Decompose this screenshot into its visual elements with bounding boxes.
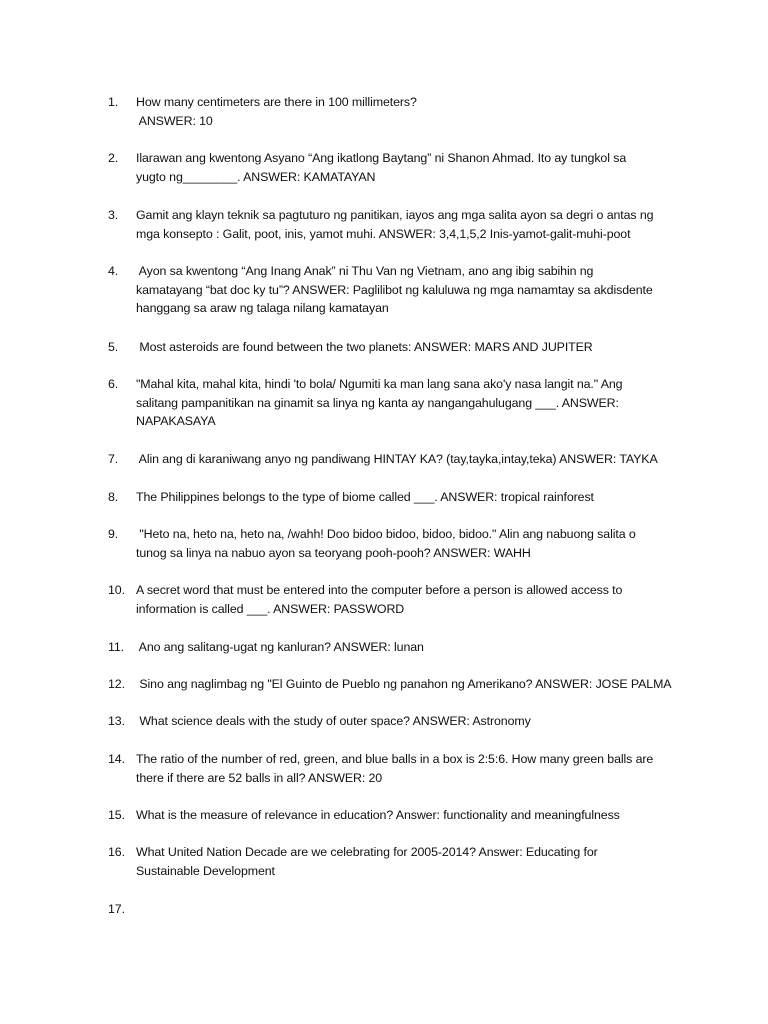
question-item <box>108 149 698 186</box>
question-item <box>108 488 698 507</box>
question-item <box>108 843 698 880</box>
question-line: Ayon sa kwentong “Ang Inang Anak” ni Thu Van ng Vietnam, ano ang ibig sabihin ng <box>136 264 594 278</box>
question-line: "Heto na, heto na, heto na, /wahh! Doo bidoo bidoo, bidoo, bidoo." Alin ang nabuong salita o <box>136 527 636 541</box>
question-number: 3. <box>108 208 119 222</box>
question-number: 8. <box>108 490 119 504</box>
question-number: 6. <box>108 377 119 391</box>
question-line: What science deals with the study of outer space? ANSWER: Astronomy <box>136 714 531 728</box>
question-line: The Philippines belongs to the type of biome called ___. ANSWER: tropical rainforest <box>136 490 594 504</box>
question-item <box>108 450 698 469</box>
question-number: 2. <box>108 151 119 165</box>
question-line: mga konsepto : Galit, poot, inis, yamot muhi. ANSWER: 3,4,1,5,2 Inis-yamot-galit-muhi-poot <box>136 226 631 241</box>
question-line: tunog sa linya na nabuo ayon sa teoryang pooh-pooh? ANSWER: WAHH <box>136 545 531 560</box>
question-item <box>108 638 698 657</box>
question-line: What is the measure of relevance in education? Answer: functionality and meaningfulness <box>136 808 620 822</box>
question-line: there if there are 52 balls in all? ANSWER: 20 <box>136 770 383 785</box>
question-line: yugto ng________. ANSWER: KAMATAYAN <box>136 169 376 184</box>
question-line: Most asteroids are found between the two planets: ANSWER: MARS AND JUPITER <box>136 340 593 354</box>
question-number: 15. <box>108 808 125 822</box>
question-item <box>108 525 698 562</box>
question-line: The ratio of the number of red, green, and blue balls in a box is 2:5:6. How many green balls are <box>136 752 654 766</box>
question-item <box>108 581 698 618</box>
question-line: information is called ___. ANSWER: PASSWORD <box>136 601 405 616</box>
question-item <box>108 206 698 243</box>
question-line: NAPAKASAYA <box>136 414 216 429</box>
question-line: Ilarawan ang kwentong Asyano “Ang ikatlong Baytang” ni Shanon Ahmad. Ito ay tungkol sa <box>136 151 627 165</box>
question-item <box>108 262 698 318</box>
question-item <box>108 712 698 731</box>
question-line: A secret word that must be entered into the computer before a person is allowed access to <box>136 583 623 597</box>
question-line: Gamit ang klayn teknik sa pagtuturo ng panitikan, iayos ang mga salita ayon sa degri o antas ng <box>136 208 654 222</box>
question-number: 1. <box>108 95 119 109</box>
answer-line: ANSWER: 10 <box>136 113 213 128</box>
question-number: 13. <box>108 714 125 728</box>
question-line: Ano ang salitang-ugat ng kanluran? ANSWER: lunan <box>136 640 424 654</box>
question-number: 10. <box>108 583 125 597</box>
question-line: Alin ang di karaniwang anyo ng pandiwang HINTAY KA? (tay,tayka,intay,teka) ANSWER: TAYKA <box>136 452 658 466</box>
question-item <box>108 93 698 130</box>
question-number: 5. <box>108 340 119 354</box>
question-line: kamatayang “bat doc ky tu”? ANSWER: Paglilibot ng kaluluwa ng mga namamtay sa akdisdente <box>136 282 653 297</box>
question-line: salitang pampanitikan na ginamit sa linya ng kanta ay nangangahulugang ___. ANSWER: <box>136 395 619 410</box>
question-item <box>108 675 698 694</box>
question-line: hanggang sa araw ng talaga nilang kamatayan <box>136 301 389 316</box>
question-number: 4. <box>108 264 119 278</box>
question-line: "Mahal kita, mahal kita, hindi 'to bola/ Ngumiti ka man lang sana ako'y nasa langit na." Ang <box>136 377 623 391</box>
question-item <box>108 338 698 357</box>
question-line: How many centimeters are there in 100 millimeters? <box>136 95 417 109</box>
question-number: 14. <box>108 752 125 766</box>
question-line: Sustainable Development <box>136 863 275 878</box>
question-number: 16. <box>108 845 125 859</box>
question-item <box>108 750 698 787</box>
question-line: Sino ang naglimbag ng "El Guinto de Pueblo ng panahon ng Amerikano? ANSWER: JOSE PALMA <box>136 677 672 691</box>
question-number: 9. <box>108 527 119 541</box>
question-number: 12. <box>108 677 125 691</box>
question-number: 17. <box>108 902 125 916</box>
question-number: 7. <box>108 452 119 466</box>
question-number: 11. <box>108 640 125 654</box>
question-item <box>108 375 698 431</box>
question-item <box>108 806 698 825</box>
question-line: What United Nation Decade are we celebrating for 2005-2014? Answer: Educating for <box>136 845 598 859</box>
